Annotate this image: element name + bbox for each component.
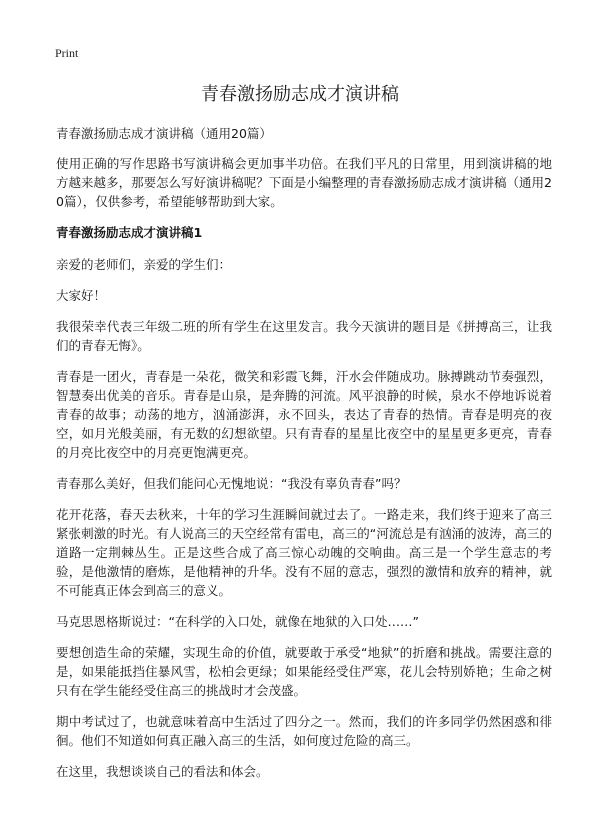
document-subtitle: 青春激扬励志成才演讲稿（通用20篇）	[56, 126, 272, 141]
paragraph-senior-year: 花开花落，春天去秋来，十年的学习生涯瞬间就过去了。一路走来，我们终于迎来了高三紧张刺激的时光。有人说高三的天空经常有雷电，高三的“河流总是有汹涌的波涛，高三的道路一定荆棘丛生。正是这些合成了高三惊心动魄的交响曲。高三是一个学生意志的考验，是他激情的磨炼，是他精神的升华。没有不屈的意志，强烈的激情和放弃的精神，就不可能真正体会到高三的意义。	[56, 507, 552, 598]
paragraph-speech-topic: 我很荣幸代表三年级二班的所有学生在这里发言。我今天演讲的题目是《拼搏高三，让我们的青春无悔》。	[56, 319, 552, 353]
document-body	[56, 124, 552, 793]
document-title: 青春激扬励志成才演讲稿	[201, 84, 399, 105]
paragraph-greeting-teachers: 亲爱的老师们，亲爱的学生们：	[56, 257, 232, 272]
paragraph-hello: 大家好！	[56, 288, 107, 303]
paragraph-marx-quote: 马克思恩格斯说过：“在科学的入口处，就像在地狱的入口处……”	[56, 614, 419, 629]
paragraph-closing: 在这里，我想谈谈自己的看法和体会。	[56, 764, 269, 779]
paragraph-youth-description: 青春是一团火，青春是一朵花，微笑和彩霞飞舞，汗水会伴随成功。脉搏跳动节奏强烈，智慧奏出优美的音乐。青春是山泉，是奔腾的河流。风平浪静的时候，泉水不停地诉说着青春的故事；动荡的地方，汹涌澎湃，永不回头，表达了青春的热情。青春是明亮的夜空，如月光般美丽，有无数的幻想欲望。只有青春的星星比夜空中的星星更多更亮，青春的月亮比夜空中的月亮更饱满更亮。	[56, 369, 552, 460]
print-link[interactable]: Print	[55, 46, 79, 60]
paragraph-midterm: 期中考试过了，也就意味着高中生活过了四分之一。然而，我们的许多同学仍然困惑和徘徊。他们不知道如何真正融入高三的生活，如何度过危险的高三。	[56, 714, 552, 748]
intro-paragraph: 使用正确的写作思路书写演讲稿会更加事半功倍。在我们平凡的日常里，用到演讲稿的地方越来越多，那要怎么写好演讲稿呢？下面是小编整理的青春激扬励志成才演讲稿（通用20篇），仅供参考，希望能够帮助到大家。	[56, 156, 552, 209]
paragraph-challenge: 要想创造生命的荣耀，实现生命的价值，就要敢于承受“地狱”的折磨和挑战。需要注意的是，如果能抵挡住暴风雪，松柏会更绿；如果能经受住严寒，花儿会特别娇艳；生命之树只有在学生能经受住高三的挑战时才会茂盛。	[56, 645, 552, 698]
section-heading: 青春激扬励志成才演讲稿1	[56, 225, 203, 240]
paragraph-youth-question: 青春那么美好，但我们能问心无愧地说：“我没有辜负青春”吗？	[56, 476, 407, 491]
